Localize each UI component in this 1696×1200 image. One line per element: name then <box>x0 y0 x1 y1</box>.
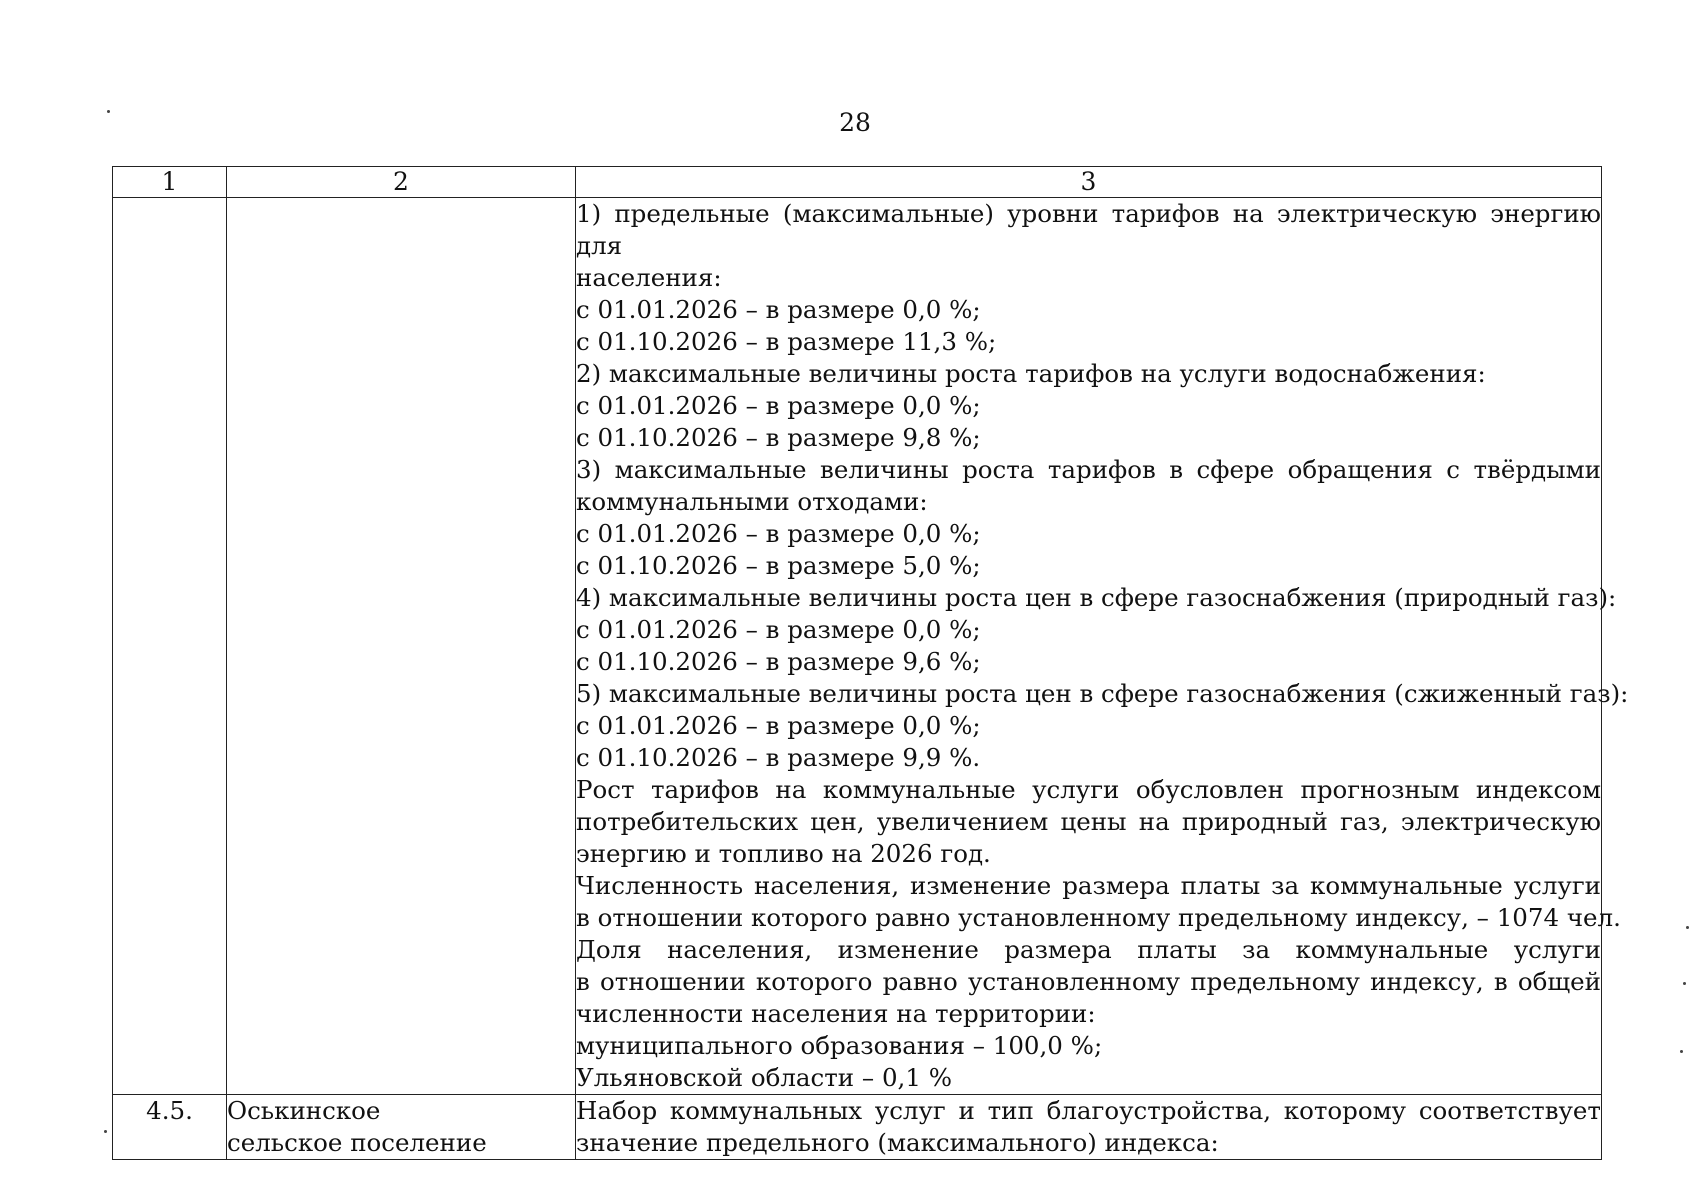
text-line: с 01.10.2026 – в размере 9,6 %; <box>576 647 981 676</box>
text-line: Рост тарифов на коммунальные услуги обусловлен прогнозным индексом <box>576 775 1601 804</box>
text-line: муниципального образования – 100,0 %; <box>576 1031 1103 1060</box>
settlement-name-line: Оськинское <box>227 1096 381 1125</box>
settlement-name-line: сельское поселение <box>227 1128 487 1157</box>
header-col-3: 3 <box>576 167 1602 198</box>
text-line: 3) максимальные величины роста тарифов в сфере обращения с твёрдыми <box>576 455 1601 484</box>
text-line: с 01.10.2026 – в размере 9,9 %. <box>576 743 981 772</box>
text-line: с 01.01.2026 – в размере 0,0 %; <box>576 391 981 420</box>
text-line: с 01.01.2026 – в размере 0,0 %; <box>576 615 981 644</box>
text-line: 5) максимальные величины роста цен в сфере газоснабжения (сжиженный газ): <box>576 679 1629 708</box>
settlement-name-cell <box>227 198 576 1095</box>
tariff-table <box>112 166 1629 1160</box>
text-line: 4) максимальные величины роста цен в сфере газоснабжения (природный газ): <box>576 583 1617 612</box>
row-number-cell <box>113 198 227 1095</box>
scan-speck <box>104 1130 107 1133</box>
text-line: с 01.10.2026 – в размере 9,8 %; <box>576 423 981 452</box>
table-header-row <box>113 167 1602 198</box>
settlement-name-cell <box>227 1095 576 1160</box>
scan-speck <box>1680 1050 1683 1053</box>
table-row <box>113 198 1602 1095</box>
text-line: потребительских цен, увеличением цены на природный газ, электрическую <box>576 807 1601 836</box>
text-line: 2) максимальные величины роста тарифов на услуги водоснабжения: <box>576 359 1486 388</box>
tariff-details-cell <box>576 198 1629 1095</box>
text-line: с 01.01.2026 – в размере 0,0 %; <box>576 711 981 740</box>
text-line: с 01.01.2026 – в размере 0,0 %; <box>576 295 981 324</box>
text-line: 1) предельные (максимальные) уровни тарифов на электрическую энергию для <box>576 199 1601 260</box>
scan-speck <box>1686 926 1689 929</box>
tariff-details-cell <box>576 1095 1602 1160</box>
text-line: Численность населения, изменение размера платы за коммунальные услуги <box>576 871 1601 900</box>
text-line: Набор коммунальных услуг и тип благоустройства, которому соответствует <box>576 1096 1601 1125</box>
text-line: коммунальными отходами: <box>576 487 928 516</box>
text-line: с 01.01.2026 – в размере 0,0 %; <box>576 519 981 548</box>
text-line: Ульяновской области – 0,1 % <box>576 1063 952 1092</box>
text-line: энергию и топливо на 2026 год. <box>576 839 991 868</box>
text-line: Доля населения, изменение размера платы за коммунальные услуги <box>576 935 1601 964</box>
row-number-cell: 4.5. <box>113 1095 227 1160</box>
scan-speck <box>1683 982 1686 985</box>
text-line: численности населения на территории: <box>576 999 1096 1028</box>
text-line: с 01.10.2026 – в размере 11,3 %; <box>576 327 997 356</box>
scan-speck <box>107 110 110 113</box>
header-col-1: 1 <box>113 167 227 198</box>
text-line: населения: <box>576 263 722 292</box>
header-col-2: 2 <box>227 167 576 198</box>
text-line: в отношении которого равно установленному предельному индексу, в общей <box>576 967 1601 996</box>
text-line: значение предельного (максимального) индекса: <box>576 1128 1219 1157</box>
text-line: с 01.10.2026 – в размере 5,0 %; <box>576 551 981 580</box>
page-number: 28 <box>839 108 871 137</box>
table-row <box>113 1095 1602 1160</box>
text-line: в отношении которого равно установленному предельному индексу, – 1074 чел. <box>576 903 1621 932</box>
